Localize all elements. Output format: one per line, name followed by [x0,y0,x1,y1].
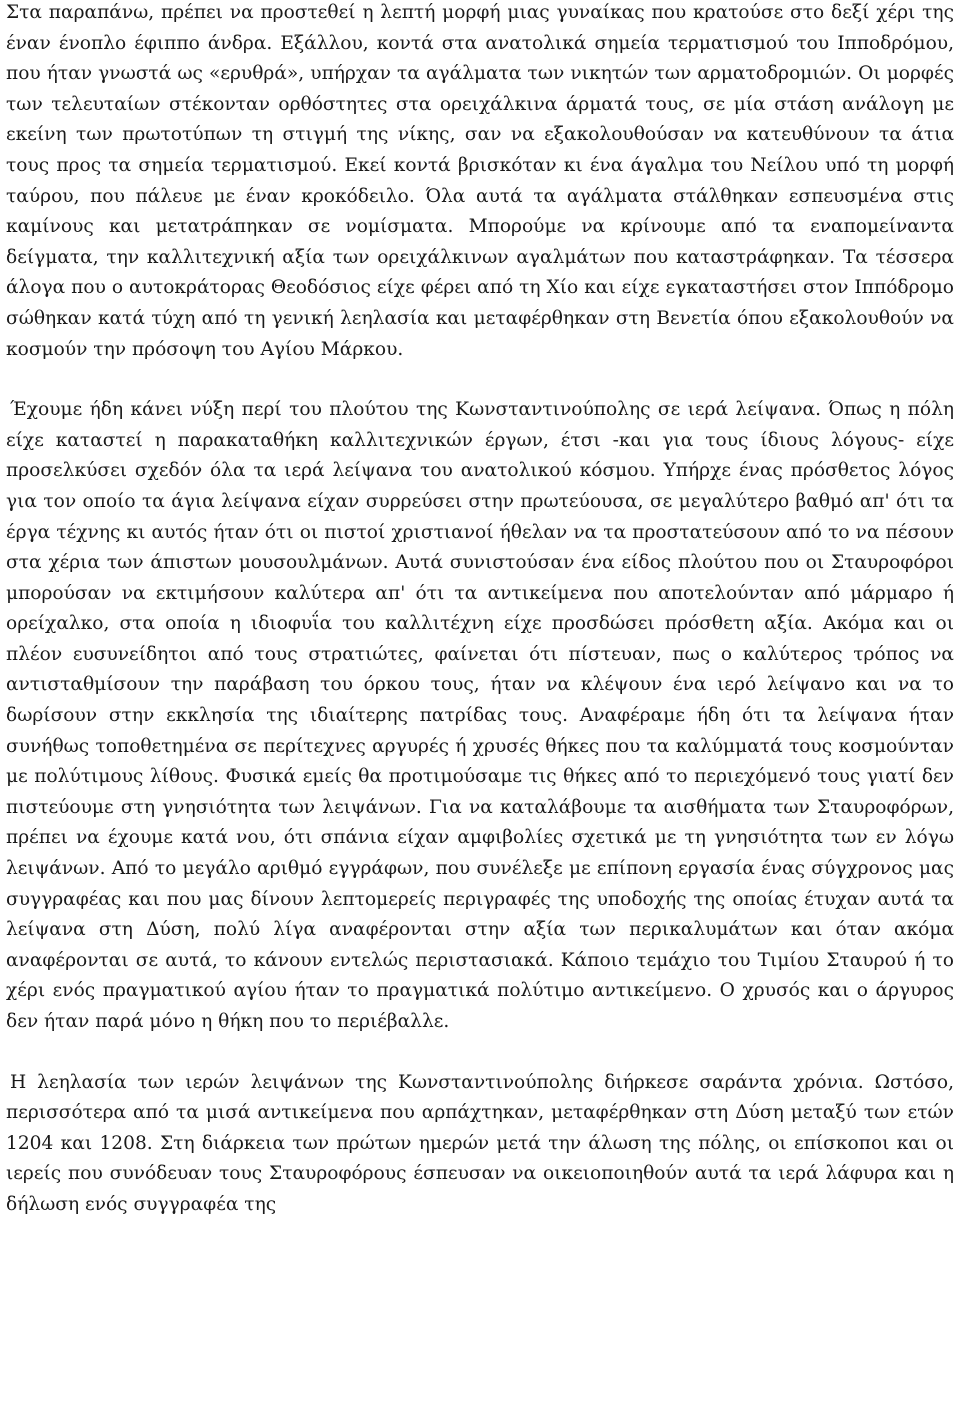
paragraph-2: Έχουμε ήδη κάνει νύξη περί του πλούτου της Κωνσταντινούπολης σε ιερά λείψανα. Όπως η πόλη είχε καταστεί η παρακαταθήκη καλλιτεχνικών έργων, έτσι -και για τους ίδιους λόγους- είχε προσελκύσει σχεδόν όλα τα ιερά λείψανα του ανατολικού κόσμου. Υπήρχε ένας πρόσθετος λόγος για τον οποίο τα άγια λείψανα είχαν συρρεύσει στην πρωτεύουσα, σε μεγαλύτερο βαθμό απ' ότι τα έργα τέχνης κι αυτός ήταν ότι οι πιστοί χριστιανοί ήθελαν να τα προστατεύσουν από το να πέσουν στα χέρια των άπιστων μουσουλμάνων. Αυτά συνιστούσαν ένα είδος πλούτου που οι Σταυροφόροι μπορούσαν να εκτιμήσουν καλύτερα απ' ότι τα αντικείμενα που αποτελούνταν από μάρμαρο ή ορείχαλκο, στα οποία η ιδιοφυΐα του καλλιτέχνη είχε προσδώσει πρόσθετη αξία. Ακόμα και οι πλέον ευσυνείδητοι από τους στρατιώτες, φαίνεται ότι πίστευαν, πως ο καλύτερος τρόπος να αντισταθμίσουν την παράβαση του όρκου τους, ήταν να κλέψουν ένα ιερό λείψανο και να το δωρίσουν στην εκκλησία της ιδιαίτερης πατρίδας τους. Αναφέραμε ήδη ότι τα λείψανα ήταν συνήθως τοποθετημένα σε περίτεχνες αργυρές ή χρυσές θήκες που τα καλύμματά τους κοσμούνταν με πολύτιμους λίθους. Φυσικά εμείς θα προτιμούσαμε τις θήκες από το περιεχόμενό τους γιατί δεν πιστεύουμε στη γνησιότητα των λειψάνων. Για να καταλάβουμε τα αισθήματα των Σταυροφόρων, πρέπει να έχουμε κατά νου, ότι σπάνια είχαν αμφιβολίες σχετικά με τη γνησιότητα των εν λόγω λειψάνων. Από το μεγάλο αριθμό εγγράφων, που συνέλεξε με επίπονη εργασία ένας σύγχρονος μας συγγραφέας και που μας δίνουν λεπτομερείς περιγραφές της υποδοχής της οποίας έτυχαν αυτά τα λείψανα στη Δύση, πολύ λίγα αναφέρονται στην αξία των περικαλυμάτων και όταν ακόμα αναφέρονται σε αυτά, το κάνουν εντελώς περιστασιακά. Κάποιο τεμάχιο του Τιμίου Σταυρού ή το χέρι ενός πραγματικού αγίου ήταν το πραγματικά πολύτιμο αντικείμενο. Ο χρυσός και ο άργυρος δεν ήταν παρά μόνο η θήκη που το περιέβαλλε. [6,399,954,1032]
paragraph-3: Η λεηλασία των ιερών λειψάνων της Κωνσταντινούπολης διήρκεσε σαράντα χρόνια. Ωστόσο, περισσότερα από τα μισά αντικείμενα που αρπάχτηκαν, μεταφέρθηκαν στη Δύση μεταξύ των ετών 1204 και 1208. Στη διάρκεια των πρώτων ημερών μετά την άλωση της πόλης, οι επίσκοποι και οι ιερείς που συνόδευαν τους Σταυροφόρους έσπευσαν να οικειοποιηθούν αυτά τα ιερά λάφυρα και η δήλωση ενός συγγραφέα της [6,1071,954,1215]
paragraph-1: Στα παραπάνω, πρέπει να προστεθεί η λεπτή μορφή μιας γυναίκας που κρατούσε στο δεξί χέρι της έναν ένοπλο έφιππο άνδρα. Εξάλλου, κοντά στα ανατολικά σημεία τερματισμού του Ιπποδρόμου, που ήταν γνωστά ως «ερυθρά», υπήρχαν τα αγάλματα των νικητών των αρματοδρομιών. Οι μορφές των τελευταίων στέκονταν ορθόστητες στα ορειχάλκινα άρματά τους, σε μία στάση ανάλογη με εκείνη των πρωτοτύπων τη στιγμή της νίκης, σαν να εξακολουθούσαν να κατευθύνουν τα άτια τους προς τα σημεία τερματισμού. Εκεί κοντά βρισκόταν κι ένα άγαλμα του Νείλου υπό τη μορφή ταύρου, που πάλευε με έναν κροκόδειλο. Όλα αυτά τα αγάλματα στάλθηκαν εσπευσμένα στις καμίνους και μετατράπηκαν σε νομίσματα. Μπορούμε να κρίνουμε από τα εναπομείναντα δείγματα, την καλλιτεχνική αξία των ορειχάλκινων αγαλμάτων που καταστράφηκαν. Τα τέσσερα άλογα που ο αυτοκράτορας Θεοδόσιος είχε φέρει από τη Χίο και είχε εγκαταστήσει στον Ιππόδρομο σώθηκαν κατά τύχη από τη γενική λεηλασία και μεταφέρθηκαν στη Βενετία όπου εξακολουθούν να κοσμούν την πρόσοψη του Αγίου Μάρκου. [6,2,954,360]
